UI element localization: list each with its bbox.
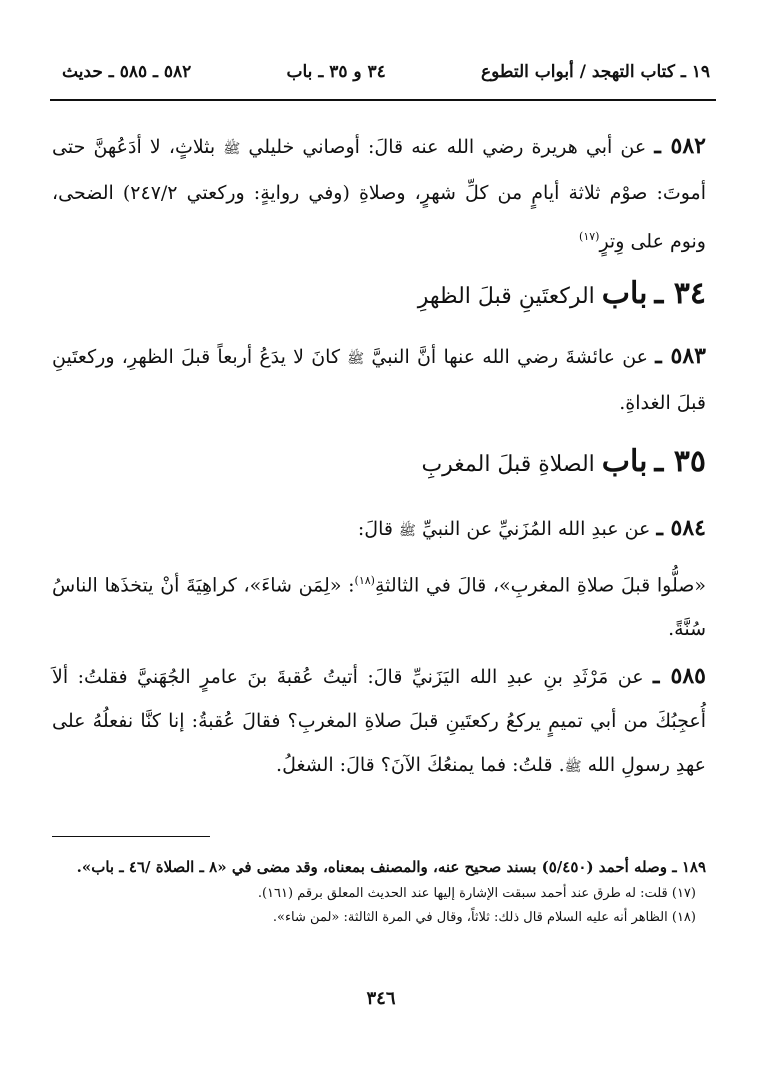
bab-number: ٣٤ ـ [654,276,706,311]
footnote-divider [52,836,210,837]
footnote-ref: (١٨) [354,574,375,587]
footnote-ref: (١٧) [579,230,600,243]
header-divider [50,99,716,101]
hadith-583 [52,334,706,425]
footnote-189: ١٨٩ ـ وصله أحمد (٥/٤٥٠) بسند صحيح عنه، والمصنف بمعناه، وقد مضى في «٨ ـ الصلاة /٤٦ ـ باب». [76,858,706,876]
hadith-582-text: ٥٨٢ ـ عن أبي هريرة رضي الله عنه قالَ: أوصاني خليلي ﷺ بثلاثٍ، لا أدَعُهنَّ حتى أموتَ: صوْم ثلاثة أيامٍ من كلِّ شهرٍ، وصلاةِ (وفي روايةٍ: وركعتي ٢٤٧/٢) الضحى، ونوم على وِترٍ$^{(١٧)}$ [52,133,706,253]
footnotes [52,852,706,930]
header-bab: ٣٤ و ٣٥ ـ باب [286,62,386,82]
footnote-17: (١٧) قلت: له طرق عند أحمد سبقت الإشارة إليها عند الحديث المعلق برقم (١٦١). [257,886,696,901]
salawat-glyph: ﷺ [399,523,416,539]
bab-word: باب [601,276,648,311]
header-chapter: ١٩ ـ كتاب التهجد / أبواب التطوع [480,62,710,82]
hadith-584-text: «صلُّوا قبلَ صلاةِ المغربِ»، قالَ في الثالثةِ$^{(١٨)}$: «لِمَن شاءَ»، كراهِيَةَ أنْ يتخذَها الناسُ سُنَّةً. [52,574,706,641]
salawat-glyph: ﷺ [564,759,582,775]
bab-35-heading [52,440,706,487]
bab-title: الركعتَينِ قبلَ الظهرِ [417,284,595,309]
hadith-585-text: ٥٨٥ ـ عن مَرْثَدِ بنِ عبدِ الله اليَزَنيِّ قالَ: أتيتُ عُقبةَ بنَ عامرٍ الجُهَنيَّ فقلتُ: ألاَ أُعجِبُكَ من أبي تميمٍ يركعُ ركعتَينِ قبلَ صلاةِ المغربِ؟ فقالَ عُقبةُ: إنا كنَّا نفعلُهُ على عهدِ رسولِ الله ﷺ. قلتُ: فما يمنعُكَ الآنَ؟ قالَ: الشغلُ. [52,663,706,776]
footnote-18: (١٨) الظاهر أنه عليه السلام قال ذلك: ثلاثاً، وقال في المرة الثالثة: «لمن شاء». [272,910,696,925]
hadith-number: ٥٨٣ ـ [655,343,706,369]
bab-word: باب [601,444,648,479]
hadith-number: ٥٨٥ ـ [653,663,706,689]
salawat-glyph: ﷺ [347,351,365,367]
header-hadith-range: ٥٨٢ ـ ٥٨٥ ـ حديث [62,62,192,82]
hadith-585 [52,654,706,789]
bab-title: الصلاةِ قبلَ المغربِ [421,452,595,477]
hadith-584 [52,506,706,651]
hadith-number: ٥٨٢ ـ [654,133,706,159]
hadith-number: ٥٨٤ ـ [656,515,706,541]
running-header [62,62,710,82]
page-number: ٣٤٦ [366,988,396,1009]
hadith-584-intro: ٥٨٤ ـ عن عبدِ الله المُزَنيِّ عن النبيِّ ﷺ قالَ: [357,515,706,541]
hadith-583-text: ٥٨٣ ـ عن عائشةَ رضي الله عنها أنَّ النبيَّ ﷺ كانَ لا يدَعُ أربعاً قبلَ الظهرِ، وركعتَينِ قبلَ الغداةِ. [52,343,706,414]
bab-number: ٣٥ ـ [654,444,706,479]
bab-34-heading [52,272,706,319]
hadith-582 [52,124,706,263]
salawat-glyph: ﷺ [223,141,241,157]
